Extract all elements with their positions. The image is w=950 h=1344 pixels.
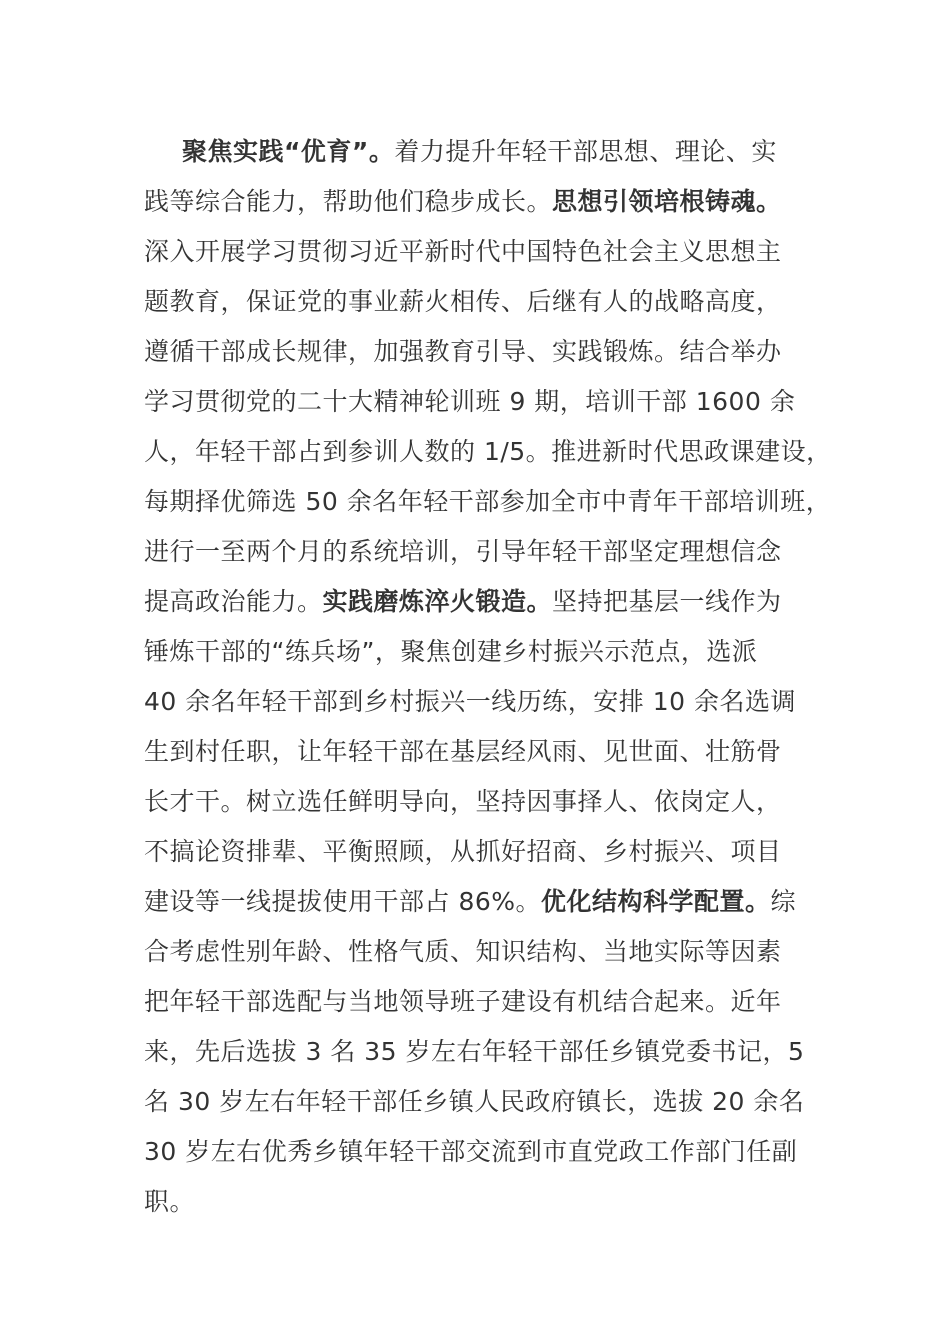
text-run: 名 30 岁左右年轻干部任乡镇人民政府镇长，选拔 20 余名 [144, 1087, 805, 1116]
text-line [144, 777, 824, 827]
text-run: 合考虑性别年龄、性格气质、知识结构、当地实际等因素 [144, 937, 782, 966]
text-run: 遵循干部成长规律，加强教育引导、实践锻炼。结合举办 [144, 337, 782, 366]
text-line [144, 927, 824, 977]
text-run: 生到村任职，让年轻干部在基层经风雨、见世面、壮筋骨 [144, 737, 782, 766]
text-run: 综 [770, 887, 797, 916]
text-line [144, 227, 824, 277]
text-run: 30 岁左右优秀乡镇年轻干部交流到市直党政工作部门任副 [144, 1137, 798, 1166]
text-run: 坚持把基层一线作为 [552, 587, 782, 616]
text-run: 提高政治能力。 [144, 587, 323, 616]
text-line [144, 877, 824, 927]
text-line [144, 327, 824, 377]
text-line [144, 827, 824, 877]
text-line [144, 977, 824, 1027]
text-run: 不搞论资排辈、平衡照顾，从抓好招商、乡村振兴、项目 [144, 837, 782, 866]
text-line [144, 1077, 824, 1127]
text-run: 锤炼干部的“练兵场”，聚焦创建乡村振兴示范点，选派 [144, 637, 758, 666]
bold-heading-run: 聚焦实践“优育”。 [182, 137, 395, 166]
text-run: 来，先后选拔 3 名 35 岁左右年轻干部任乡镇党委书记，5 [144, 1037, 805, 1066]
text-run: 深入开展学习贯彻习近平新时代中国特色社会主义思想主 [144, 237, 782, 266]
bold-heading-run: 优化结构科学配置。 [541, 887, 771, 916]
text-run: 着力提升年轻干部思想、理论、实 [394, 137, 777, 166]
text-run: 学习贯彻党的二十大精神轮训班 9 期，培训干部 1600 余 [144, 387, 796, 416]
text-run: 进行一至两个月的系统培训，引导年轻干部坚定理想信念 [144, 537, 782, 566]
text-run: 职。 [144, 1187, 196, 1216]
text-line [144, 427, 832, 477]
text-line [144, 1127, 824, 1177]
text-run: 建设等一线提拔使用干部占 86%。 [144, 887, 542, 916]
text-line [144, 1027, 824, 1077]
text-line [144, 677, 824, 727]
text-run: 人，年轻干部占到参训人数的 1/5。推进新时代思政课建设， [144, 437, 832, 466]
text-line [144, 177, 824, 227]
text-run: 题教育，保证党的事业薪火相传、后继有人的战略高度， [144, 287, 782, 316]
text-line [144, 377, 824, 427]
text-line [144, 527, 824, 577]
bold-heading-run: 思想引领培根铸魂。 [552, 187, 782, 216]
bold-heading-run: 实践磨炼淬火锻造。 [322, 587, 553, 616]
text-run: 把年轻干部选配与当地领导班子建设有机结合起来。近年 [144, 987, 782, 1016]
text-line [144, 127, 824, 177]
text-line [144, 627, 824, 677]
text-line [144, 477, 832, 527]
text-line [144, 1177, 824, 1227]
text-run: 践等综合能力，帮助他们稳步成长。 [144, 187, 553, 216]
text-run: 每期择优筛选 50 余名年轻干部参加全市中青年干部培训班， [144, 487, 832, 516]
text-line [144, 727, 824, 777]
text-line [144, 277, 824, 327]
text-run: 长才干。树立选任鲜明导向，坚持因事择人、依岗定人， [144, 787, 782, 816]
text-line [144, 577, 824, 627]
text-run: 40 余名年轻干部到乡村振兴一线历练，安排 10 余名选调 [144, 687, 796, 716]
body-paragraph [144, 127, 832, 1227]
